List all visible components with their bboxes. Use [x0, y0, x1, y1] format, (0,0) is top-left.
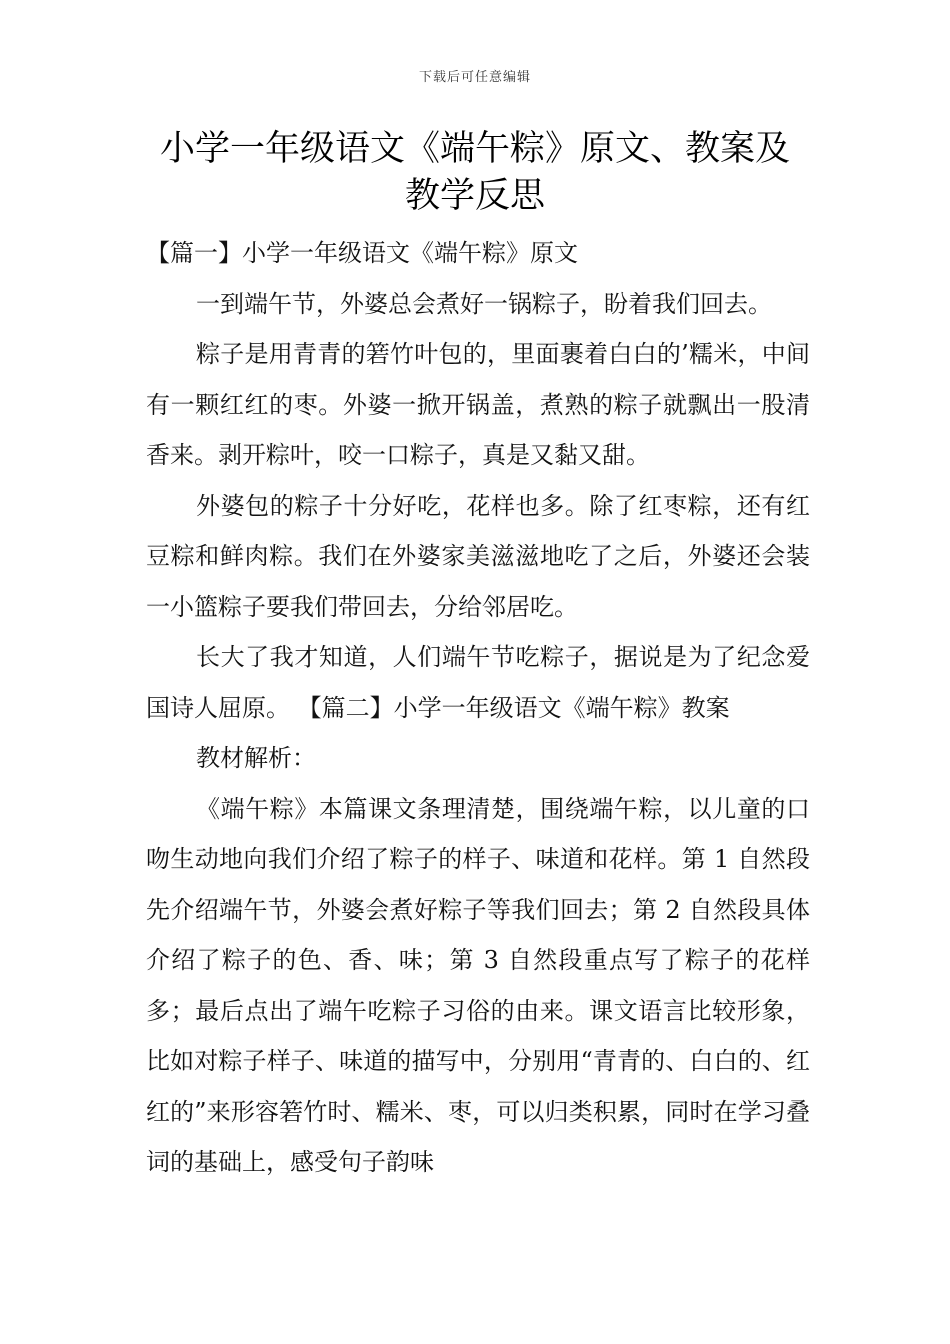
header-note: 下载后可任意编辑 [418, 70, 531, 85]
title-line-2: 教学反思 [404, 176, 545, 216]
paragraph: 粽子是用青青的箬竹叶包的，里面裹着白白的’糯米，中间有一颗红红的枣。外婆一掀开锅盖，煮熟的粽子就飘出一股清香来。剥开粽叶，咬一口粽子，真是又黏又甜。 [146, 340, 810, 469]
section-heading-part-one: 【篇一】小学一年级语文《端午粽》原文 [146, 239, 578, 267]
document-title [120, 126, 830, 220]
subheading-material-analysis: 教材解析： [196, 744, 316, 772]
title-line-1: 小学一年级语文《端午粽》原文、教案及 [159, 129, 790, 169]
paragraph: 长大了我才知道，人们端午节吃粽子，据说是为了纪念爱国诗人屈原。 【篇二】小学一年级语文《端午粽》教案 [146, 643, 810, 722]
paragraph: 《端午粽》本篇课文条理清楚，围绕端午粽，以儿童的口吻生动地向我们介绍了粽子的样子、味道和花样。第 1 自然段先介绍端午节，外婆会煮好粽子等我们回去；第 2 自然段具体介绍了粽子的色、香、味；第 3 自然段重点写了粽子的花样多；最后点出了端午吃粽子习俗的由来。课文语言比较形象，比如对粽子样子、味道的描写中，分别用“青青的、白白的、红红的”来形容箬竹时、糯米、枣，可以归类积累，同时在学习叠词的基础上，感受句子韵味 [146, 794, 810, 1176]
document-body [146, 228, 810, 1188]
paragraph: 一到端午节，外婆总会煮好一锅粽子，盼着我们回去。 [196, 289, 772, 318]
paragraph: 外婆包的粽子十分好吃，花样也多。除了红枣粽，还有红豆粽和鲜肉粽。我们在外婆家美滋滋地吃了之后，外婆还会装一小篮粽子要我们带回去，分给邻居吃。 [146, 491, 810, 621]
